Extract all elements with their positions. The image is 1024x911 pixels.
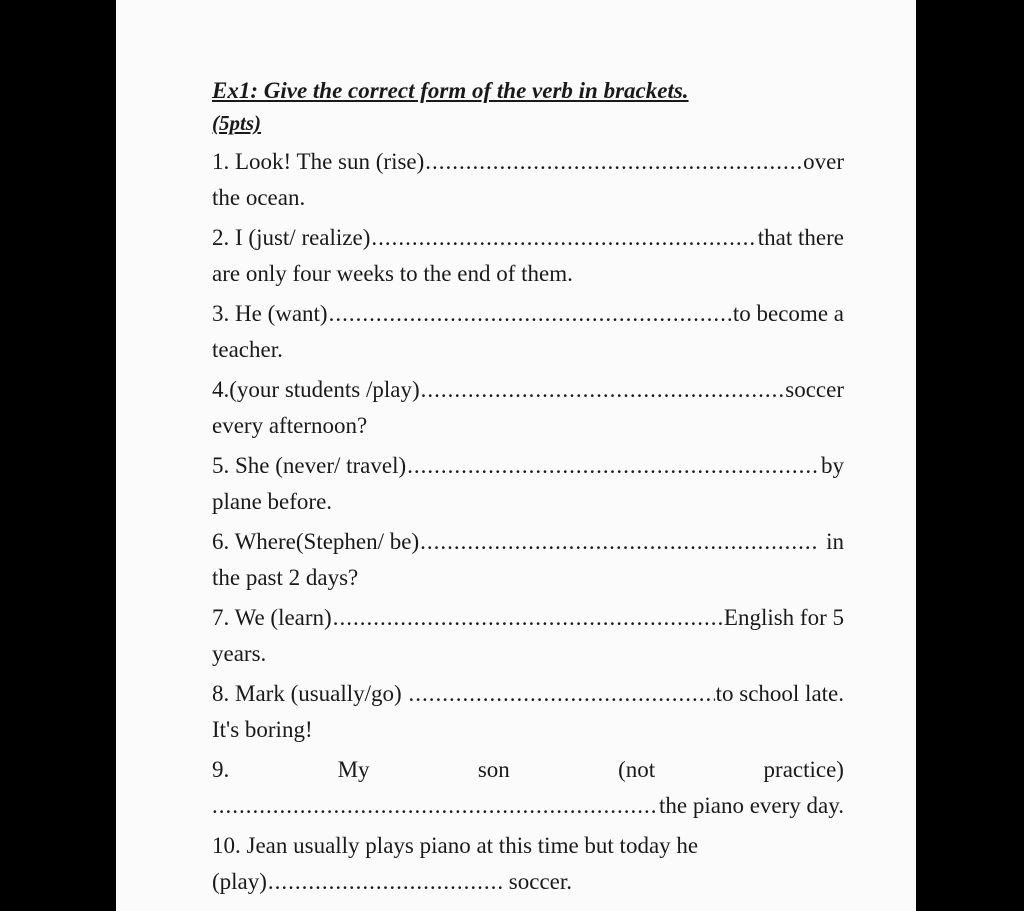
worksheet-page (116, 0, 916, 911)
question-2-tail: that there (757, 225, 844, 250)
question-9 (212, 752, 844, 824)
question-1 (212, 144, 844, 216)
question-9-word: 9. (212, 757, 230, 782)
question-10 (212, 828, 844, 900)
answer-blank-4 (421, 372, 785, 408)
question-6 (212, 524, 844, 596)
answer-blank-3 (329, 296, 732, 332)
question-4-prompt: 4.(your students /play) (212, 377, 420, 402)
question-6-prompt: 6. Where(Stephen/ be) (212, 529, 420, 554)
question-5 (212, 448, 844, 520)
question-10-verb: (play) (212, 869, 267, 894)
question-9-word: (not (618, 757, 656, 782)
question-1-tail: over (803, 149, 844, 174)
question-8 (212, 676, 844, 748)
question-2 (212, 220, 844, 292)
question-3-tail: to become a (732, 301, 844, 326)
answer-blank-6 (420, 524, 819, 560)
answer-blank-7 (333, 600, 723, 636)
answer-blank-10 (268, 864, 502, 900)
question-10-tail: soccer. (503, 869, 572, 894)
question-8-continuation: It's boring! (212, 717, 313, 742)
question-5-continuation: plane before. (212, 489, 333, 514)
question-9-prompt (212, 752, 844, 788)
question-3-prompt: 3. He (want) (212, 301, 328, 326)
answer-blank-2 (371, 220, 756, 256)
question-7 (212, 600, 844, 672)
question-10-prompt: 10. Jean usually plays piano at this time but today he (212, 833, 699, 858)
question-9-word: practice) (763, 757, 844, 782)
question-2-prompt: 2. I (just/ realize) (212, 225, 371, 250)
question-5-tail: by (821, 453, 844, 478)
question-5-prompt: 5. She (never/ travel) (212, 453, 407, 478)
question-6-tail: in (820, 529, 844, 554)
question-7-prompt: 7. We (learn) (212, 605, 332, 630)
question-3-continuation: teacher. (212, 337, 283, 362)
question-9-word: son (477, 757, 510, 782)
question-4 (212, 372, 844, 444)
question-4-continuation: every afternoon? (212, 413, 368, 438)
question-1-continuation: the ocean. (212, 185, 306, 210)
question-8-tail: to school late. (715, 681, 844, 706)
question-2-continuation: are only four weeks to the end of them. (212, 261, 573, 286)
question-9-tail: the piano every day. (659, 793, 844, 818)
question-7-continuation: years. (212, 641, 267, 666)
exercise-points: (5pts) (212, 111, 261, 135)
worksheet-content (212, 74, 844, 904)
question-3 (212, 296, 844, 368)
question-1-prompt: 1. Look! The sun (rise) (212, 149, 425, 174)
answer-blank-1 (425, 144, 802, 180)
question-8-prompt: 8. Mark (usually/go) (212, 681, 408, 706)
question-4-tail: soccer (785, 377, 844, 402)
question-6-continuation: the past 2 days? (212, 565, 359, 590)
exercise-title: Ex1: Give the correct form of the verb in brackets. (212, 78, 689, 103)
question-9-word: My (337, 757, 370, 782)
answer-blank-9 (212, 788, 658, 824)
question-7-tail: English for 5 (723, 605, 844, 630)
answer-blank-8 (408, 676, 714, 712)
answer-blank-5 (407, 448, 820, 484)
